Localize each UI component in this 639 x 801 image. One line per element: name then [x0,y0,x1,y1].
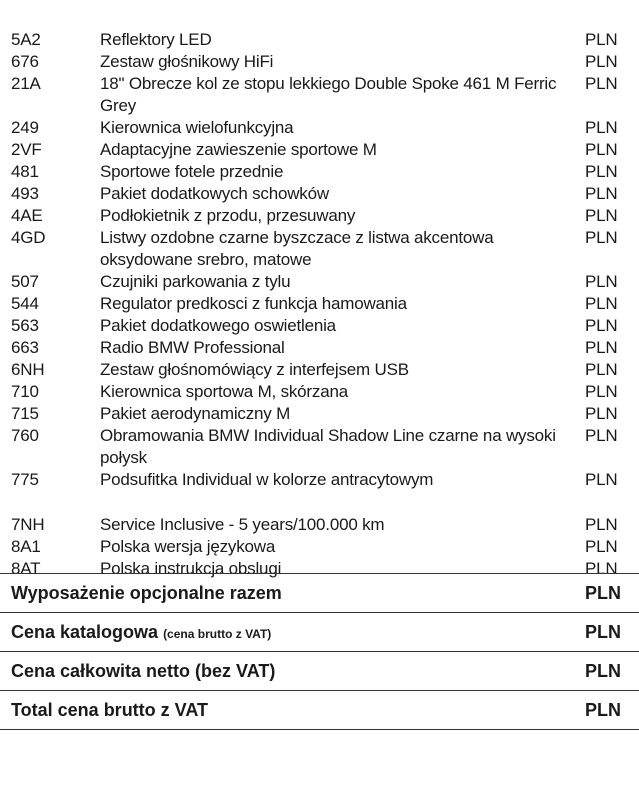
option-row [0,139,639,161]
option-price: PLN [585,118,618,137]
options-list [0,29,639,580]
option-code: 481 [11,162,39,181]
option-row [0,161,639,183]
option-code: 507 [11,272,39,291]
option-price: PLN [585,537,618,556]
option-price: PLN [585,426,618,445]
option-code: 7NH [11,515,45,534]
option-row [0,381,639,403]
total-price-net: PLN [585,660,621,681]
options-group-service [0,514,639,580]
option-code: 4GD [11,228,46,247]
option-description: Czujniki parkowania z tylu [100,272,291,291]
option-description: Listwy ozdobne czarne byszczace z listwa akcentowa oksydowane srebro, matowe [100,228,494,269]
option-row [0,337,639,359]
option-description: Service Inclusive - 5 years/100.000 km [100,515,385,534]
option-row [0,183,639,205]
option-price: PLN [585,74,618,93]
total-label-catalog-wrap [0,622,585,643]
option-code: 8AT [11,559,41,578]
option-description: Adaptacyjne zawieszenie sportowe M [100,140,377,159]
totals-table [0,573,639,730]
total-row-catalog [0,612,639,651]
option-description: 18" Obrecze kol ze stopu lekkiego Double Spoke 461 M Ferric Grey [100,74,557,115]
option-price: PLN [585,272,618,291]
option-code: 760 [11,426,39,445]
option-code: 563 [11,316,39,335]
option-row [0,73,639,117]
option-code: 676 [11,52,39,71]
option-price: PLN [585,338,618,357]
option-price: PLN [585,559,618,578]
option-price: PLN [585,404,618,423]
option-description: Zestaw głośnomówiący z interfejsem USB [100,360,409,379]
option-row [0,425,639,469]
option-description: Pakiet aerodynamiczny M [100,404,291,423]
total-row-optional [0,573,639,612]
options-group-main [0,29,639,491]
total-label-optional: Wyposażenie opcjonalne razem [11,582,282,603]
option-row [0,514,639,536]
option-code: 710 [11,382,39,401]
option-description: Obramowania BMW Individual Shadow Line czarne na wysoki połysk [100,426,556,467]
option-price: PLN [585,184,618,203]
option-price: PLN [585,360,618,379]
option-row [0,271,639,293]
option-price: PLN [585,382,618,401]
option-description: Regulator predkosci z funkcja hamowania [100,294,407,313]
total-label-gross: Total cena brutto z VAT [11,699,208,720]
option-price: PLN [585,294,618,313]
option-description: Podłokietnik z przodu, przesuwany [100,206,356,225]
option-code: 493 [11,184,39,203]
total-price-optional: PLN [585,582,621,603]
option-row [0,315,639,337]
option-description: Podsufitka Individual w kolorze antracytowym [100,470,434,489]
option-row [0,293,639,315]
group-spacer [0,491,639,514]
option-row [0,29,639,51]
option-description: Pakiet dodatkowego oswietlenia [100,316,336,335]
option-description: Polska instrukcja obslugi [100,559,282,578]
option-price: PLN [585,162,618,181]
option-code: 249 [11,118,39,137]
option-price: PLN [585,52,618,71]
total-label-catalog-note: (cena brutto z VAT) [163,626,272,641]
option-row [0,536,639,558]
option-description: Sportowe fotele przednie [100,162,284,181]
option-row [0,51,639,73]
total-price-gross: PLN [585,699,621,720]
option-row [0,117,639,139]
total-row-net [0,651,639,690]
total-row-gross [0,690,639,730]
total-label-catalog: Cena katalogowa [11,621,159,642]
option-description: Reflektory LED [100,30,212,49]
option-price: PLN [585,316,618,335]
option-description: Pakiet dodatkowych schowków [100,184,329,203]
option-row [0,227,639,271]
option-code: 775 [11,470,39,489]
option-description: Polska wersja językowa [100,537,276,556]
option-row [0,205,639,227]
option-description: Zestaw głośnikowy HiFi [100,52,274,71]
option-price: PLN [585,140,618,159]
option-row [0,359,639,381]
option-price: PLN [585,228,618,247]
option-description: Kierownica sportowa M, skórzana [100,382,348,401]
option-code: 715 [11,404,39,423]
option-price: PLN [585,470,618,489]
total-price-catalog: PLN [585,621,621,642]
option-price: PLN [585,206,618,225]
option-code: 6NH [11,360,45,379]
option-code: 21A [11,74,41,93]
option-price: PLN [585,515,618,534]
option-description: Radio BMW Professional [100,338,285,357]
option-code: 5A2 [11,30,41,49]
option-price: PLN [585,30,618,49]
option-description: Kierownica wielofunkcyjna [100,118,294,137]
total-label-net: Cena całkowita netto (bez VAT) [11,660,276,681]
option-row [0,469,639,491]
option-row [0,403,639,425]
option-code: 544 [11,294,39,313]
option-code: 663 [11,338,39,357]
option-code: 4AE [11,206,43,225]
option-code: 8A1 [11,537,41,556]
option-code: 2VF [11,140,42,159]
